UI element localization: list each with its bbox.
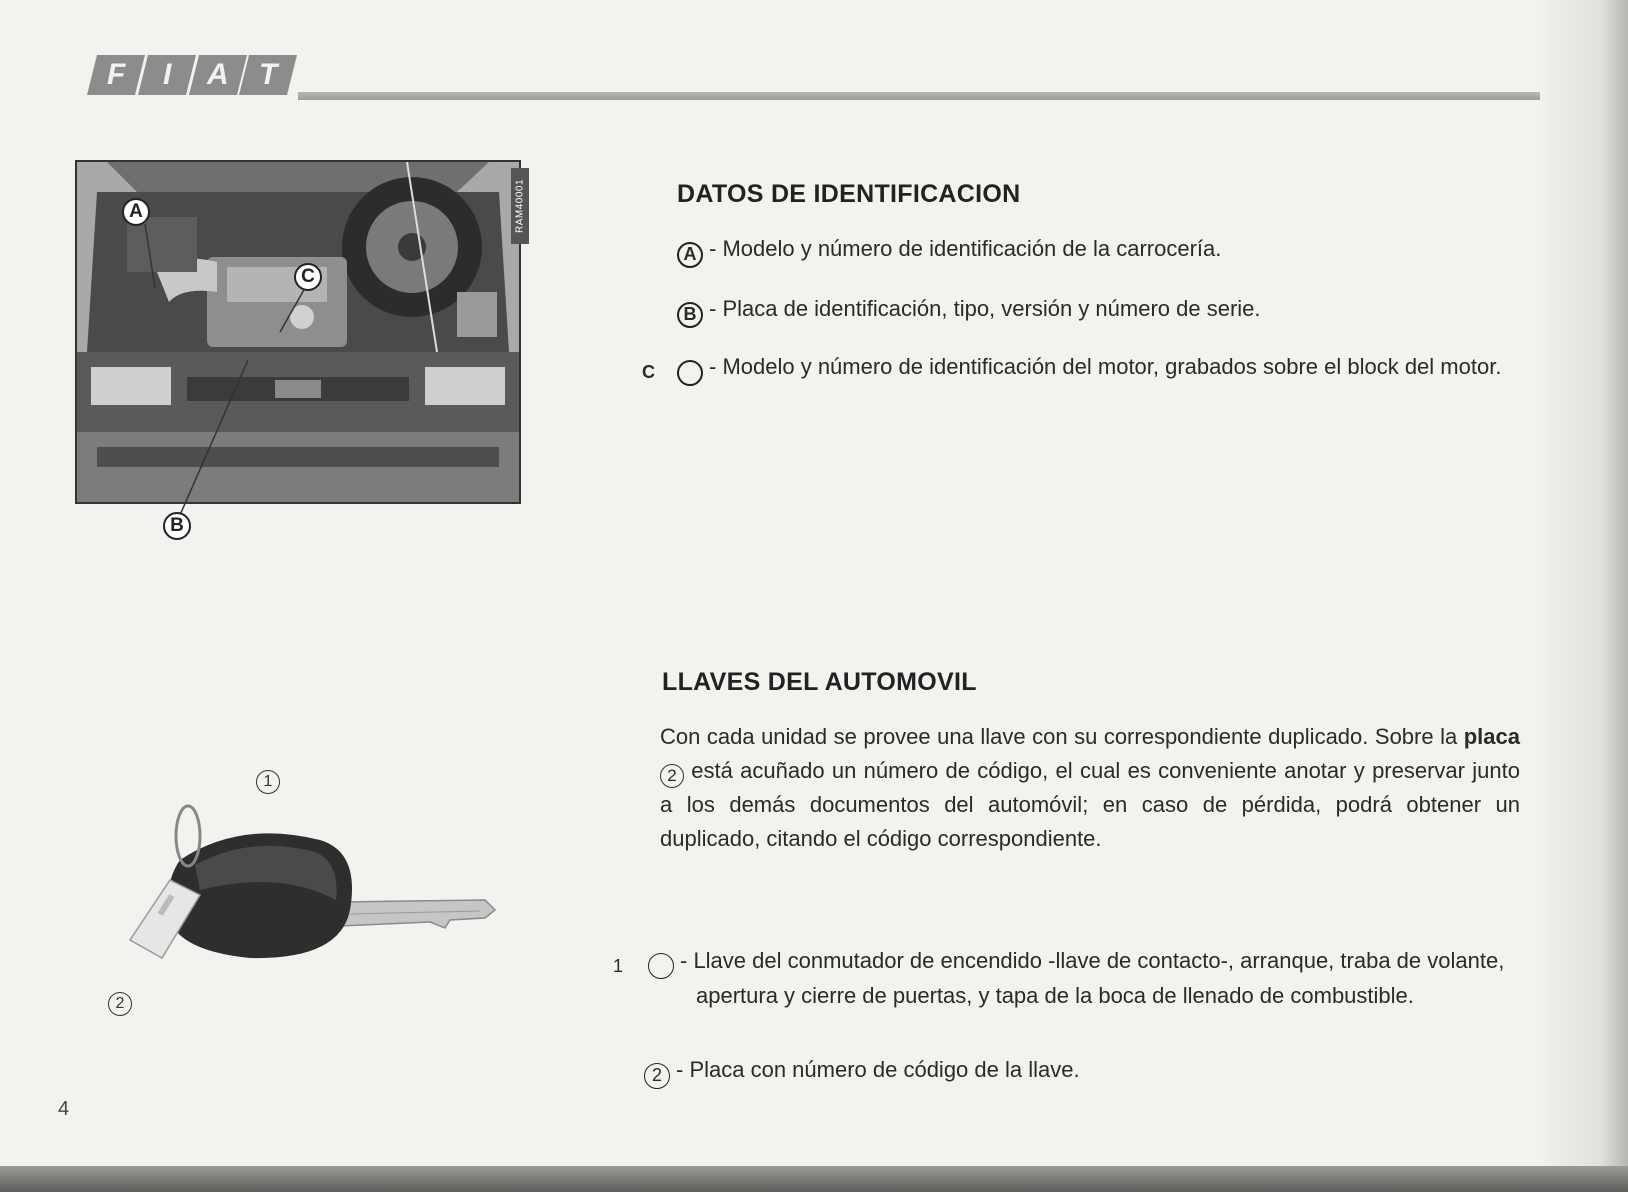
keys-item-1: [613, 944, 1568, 1013]
marker-a: A: [677, 242, 703, 268]
key-label-2: 2: [108, 992, 132, 1016]
key-photo: [100, 773, 520, 1020]
figure-code: RAM40001: [511, 168, 529, 244]
identification-item-b: [677, 292, 1497, 328]
marker-2-inline: 2: [660, 764, 684, 788]
identification-item-c: [642, 350, 1565, 386]
key-illustration: [100, 790, 520, 1020]
key-label-1: 1: [256, 770, 280, 794]
marker-b: B: [677, 302, 703, 328]
logo-letter-t: T: [239, 55, 297, 95]
callout-c: C: [294, 263, 322, 291]
paragraph-text-2: está acuñado un número de código, el cual es conveniente anotar y preservar junto a los demás documentos del automóvil; en caso de pérdida, podrá obtener un duplicado, citando el código correspondiente.: [660, 758, 1520, 851]
marker-1: 1: [648, 953, 674, 979]
item-text: - Modelo y número de identificación de la carrocería.: [709, 236, 1222, 261]
logo-letter-i: I: [138, 55, 196, 95]
header-rule: [298, 92, 1540, 100]
page-edge-shadow: [1538, 0, 1628, 1192]
item-text: - Modelo y número de identificación del motor, grabados sobre el block del motor.: [709, 354, 1502, 379]
scan-bottom-edge: [0, 1166, 1628, 1192]
paragraph-text-1: Con cada unidad se provee una llave con su correspondiente duplicado. Sobre la: [660, 724, 1464, 749]
identification-heading: DATOS DE IDENTIFICACION: [677, 180, 1021, 208]
item-text: - Placa de identificación, tipo, versión y número de serie.: [709, 296, 1261, 321]
item-text: - Placa con número de código de la llave.: [676, 1057, 1080, 1082]
marker-2: 2: [644, 1063, 670, 1089]
keys-paragraph: [660, 720, 1520, 856]
fiat-logo: [92, 55, 292, 95]
logo-letter-f: F: [87, 55, 145, 95]
item-text: - Llave del conmutador de encendido -llave de contacto-, arranque, traba de volante, apertura y cierre de puertas, y tapa de la boca de llenado de combustible.: [680, 947, 1505, 1008]
identification-item-a: [677, 232, 1497, 268]
callout-a: A: [122, 198, 150, 226]
logo-letter-a: A: [189, 55, 247, 95]
paragraph-bold-placa: placa: [1463, 724, 1520, 749]
marker-c: C: [677, 360, 703, 386]
keys-heading: LLAVES DEL AUTOMOVIL: [662, 668, 977, 696]
callout-b: B: [163, 512, 191, 540]
page-number: 4: [58, 1098, 70, 1120]
keys-item-2: [644, 1053, 1504, 1089]
